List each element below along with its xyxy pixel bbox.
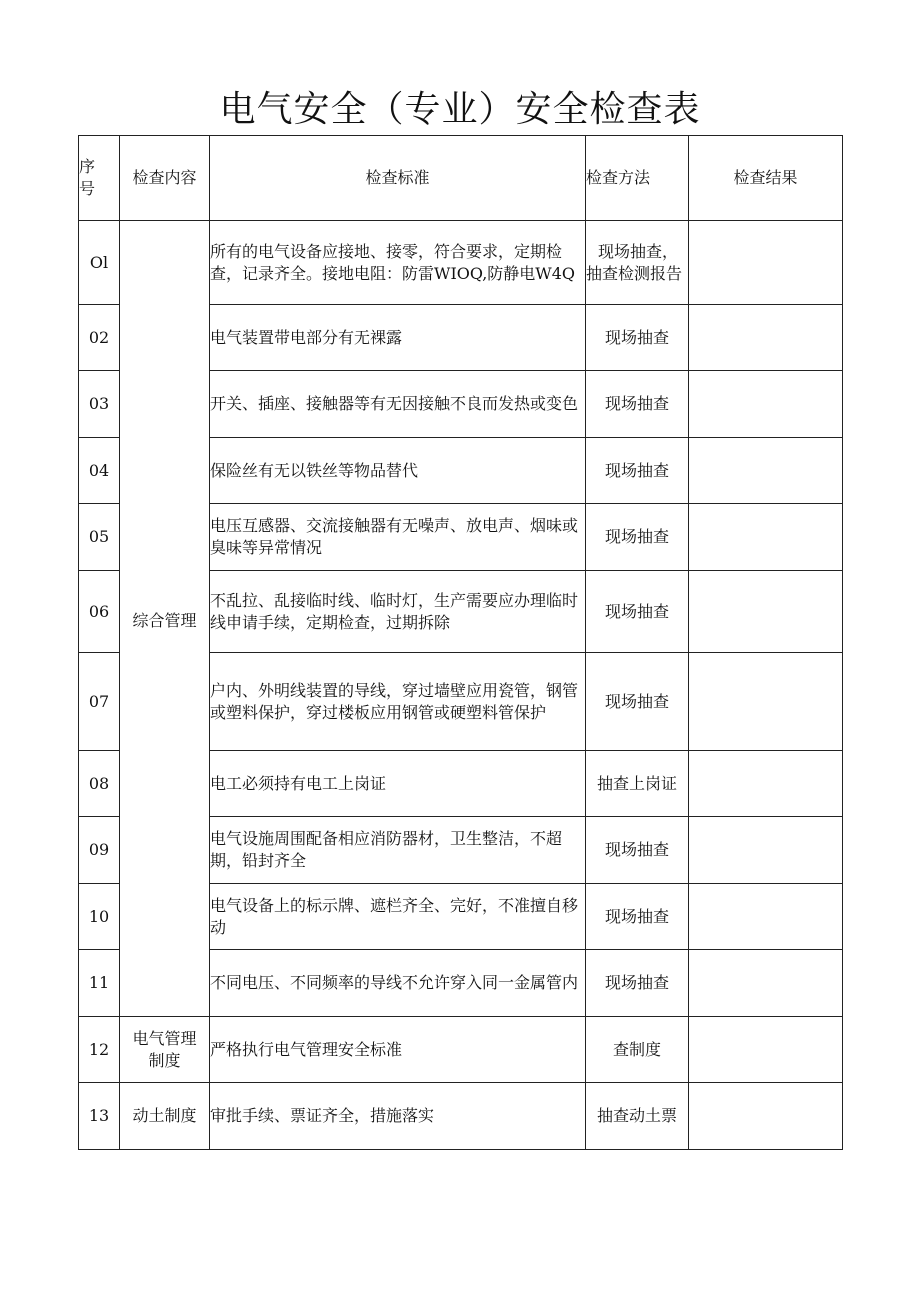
row-result[interactable] <box>689 1083 843 1150</box>
row-standard: 电工必须持有电工上岗证 <box>210 751 586 817</box>
table-row <box>79 1083 843 1150</box>
row-standard: 户内、外明线装置的导线，穿过墙壁应用瓷管，钢管或塑料保护，穿过楼板应用钢管或硬塑料管保护 <box>210 653 586 751</box>
row-standard: 电压互感器、交流接触器有无噪声、放电声、烟味或臭味等异常情况 <box>210 504 586 571</box>
row-method: 现场抽查 <box>586 653 689 751</box>
row-result[interactable] <box>689 1017 843 1083</box>
row-standard: 电气装置带电部分有无裸露 <box>210 305 586 371</box>
table-row <box>79 1017 843 1083</box>
row-seq: 06 <box>79 571 120 653</box>
row-seq: 12 <box>79 1017 120 1083</box>
row-seq: Ol <box>79 221 120 305</box>
row-standard: 电气设施周围配备相应消防器材，卫生整洁，不超期，铅封齐全 <box>210 817 586 884</box>
row-seq: 05 <box>79 504 120 571</box>
row-method <box>586 221 689 305</box>
header-result: 检查结果 <box>689 136 843 221</box>
row-seq: 07 <box>79 653 120 751</box>
row-method-line2: 抽查检测报告 <box>586 263 683 283</box>
row-standard: 所有的电气设备应接地、接零，符合要求，定期检查，记录齐全。接地电阻：防雷WIOQ,防静电W4Q <box>210 221 586 305</box>
header-seq <box>79 136 120 221</box>
row-standard: 严格执行电气管理安全标准 <box>210 1017 586 1083</box>
row-seq: 10 <box>79 884 120 950</box>
row-method: 现场抽查 <box>586 571 689 653</box>
row-standard: 不乱拉、乱接临时线、临时灯，生产需要应办理临时线申请手续，定期检查，过期拆除 <box>210 571 586 653</box>
row-result[interactable] <box>689 950 843 1017</box>
row-result[interactable] <box>689 504 843 571</box>
row-result[interactable] <box>689 653 843 751</box>
row-result[interactable] <box>689 221 843 305</box>
row-method-line1: 现场抽查， <box>598 241 679 261</box>
row-seq: 09 <box>79 817 120 884</box>
row-method: 查制度 <box>586 1017 689 1083</box>
row-result[interactable] <box>689 438 843 504</box>
group-electrical <box>120 1017 210 1083</box>
header-content: 检查内容 <box>120 136 210 221</box>
row-seq: 04 <box>79 438 120 504</box>
header-seq-line1: 序 <box>79 157 96 176</box>
row-seq: 11 <box>79 950 120 1017</box>
row-result[interactable] <box>689 305 843 371</box>
row-standard: 保险丝有无以铁丝等物品替代 <box>210 438 586 504</box>
header-method: 检查方法 <box>586 136 689 221</box>
row-standard: 电气设备上的标示牌、遮栏齐全、完好，不准擅自移动 <box>210 884 586 950</box>
row-result[interactable] <box>689 571 843 653</box>
row-method: 现场抽查 <box>586 371 689 438</box>
header-row <box>79 136 843 221</box>
row-method: 现场抽查 <box>586 817 689 884</box>
group-earthwork: 动土制度 <box>120 1083 210 1150</box>
row-seq: 08 <box>79 751 120 817</box>
row-method: 现场抽查 <box>586 950 689 1017</box>
group-general-label: 综合管理 <box>132 610 197 630</box>
row-result[interactable] <box>689 371 843 438</box>
row-result[interactable] <box>689 817 843 884</box>
group-electrical-line2: 制度 <box>148 1050 181 1070</box>
group-general <box>120 221 210 1017</box>
row-result[interactable] <box>689 751 843 817</box>
header-seq-line2: 号 <box>79 179 96 198</box>
row-standard: 审批手续、票证齐全，措施落实 <box>210 1083 586 1150</box>
row-seq: 03 <box>79 371 120 438</box>
row-seq: 02 <box>79 305 120 371</box>
header-standard: 检查标准 <box>210 136 586 221</box>
inspection-table <box>78 135 843 1150</box>
row-standard: 开关、插座、接触器等有无因接触不良而发热或变色 <box>210 371 586 438</box>
row-result[interactable] <box>689 884 843 950</box>
row-method: 现场抽查 <box>586 438 689 504</box>
row-standard: 不同电压、不同频率的导线不允许穿入同一金属管内 <box>210 950 586 1017</box>
page-title: 电气安全（专业）安全检查表 <box>219 89 701 130</box>
row-method: 抽查上岗证 <box>586 751 689 817</box>
row-seq: 13 <box>79 1083 120 1150</box>
group-electrical-line1: 电气管理 <box>132 1028 197 1048</box>
table-row <box>79 221 843 305</box>
row-method: 现场抽查 <box>586 504 689 571</box>
row-method: 抽查动土票 <box>586 1083 689 1150</box>
row-method: 现场抽查 <box>586 305 689 371</box>
row-method: 现场抽查 <box>586 884 689 950</box>
